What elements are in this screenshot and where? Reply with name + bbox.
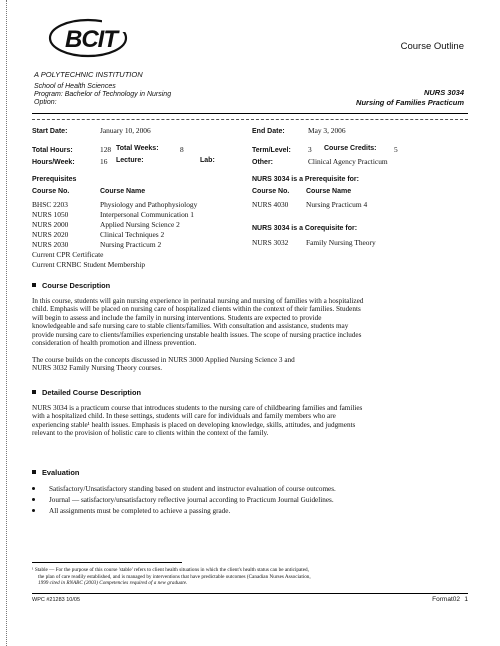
prereq-no: NURS 1050 [32,210,69,219]
prereq-name: Interpersonal Communication 1 [100,210,195,219]
evaluation-heading [32,468,79,477]
prereq-extra-cpr: Current CPR Certificate [32,250,104,259]
prereq-heading: Prerequisites [32,176,77,183]
footnote-line: ¹ Stable — For the purpose of this course 'stable' refers to client health situations in which the client's health status can be anticipated, [32,567,309,573]
prereq-for-name: Nursing Practicum 4 [306,200,368,209]
binding-margin-marks [6,0,8,646]
para-line: knowledgeable and safe nursing care to stable clients/families. With consultation and assistance, students may [32,322,349,331]
evaluation-item-text: All assignments must be completed to achieve a passing grade. [49,507,231,515]
detailed-description-body [32,404,468,438]
end-date-label: End Date: [252,128,285,135]
course-description-heading [32,281,110,290]
detailed-description-title: Detailed Course Description [42,388,141,397]
prereq-name: Physiology and Pathophysiology [100,200,198,209]
prereq-no: NURS 2020 [32,230,69,239]
prereq-for-heading: NURS 3034 is a Prerequisite for: [252,176,359,183]
prereq-no: NURS 2030 [32,240,69,249]
para-line: relevant to the provision of holistic care to clients within the context of the family. [32,429,269,438]
coreq-no: NURS 3032 [252,238,289,247]
prereq-col-name: Course Name [100,188,146,195]
total-hours-label: Total Hours: [32,147,73,154]
detailed-description-heading [32,388,141,397]
start-date-label: Start Date: [32,128,68,135]
other-value: Clinical Agency Practicum [308,157,388,166]
prereq-name: Nursing Practicum 2 [100,240,162,249]
prereq-extra-crnbc: Current CRNBC Student Membership [32,260,146,269]
header-divider [32,113,468,114]
logo-text: BCIT [65,26,117,53]
institute-tagline: A POLYTECHNIC INSTITUTION [34,70,143,79]
bullet-dot-icon [32,487,35,490]
prereq-for-no: NURS 4030 [252,200,289,209]
prereq-col-no: Course No. [32,188,70,195]
para-line: child. Emphasis will be placed on nursing care of hospitalized clients within the context of their families. Students [32,305,361,314]
program-name: Program: Bachelor of Technology in Nursing [34,91,172,98]
hours-week-row [32,157,215,166]
term-label: Term/Level: [252,147,291,154]
evaluation-item [32,485,336,493]
course-description-body [32,297,468,347]
para-line: In this course, students will gain nursing experience in perinatal nursing and nursing of families with a hospitalized [32,297,364,305]
total-hours-row [32,145,184,154]
prereq-no: NURS 2000 [32,220,69,229]
footnote-divider [32,562,182,563]
para-line: NURS 3032 Family Nursing Theory courses. [32,364,163,373]
footer-doc-id: WPC #21283 10/05 [32,597,81,603]
para-line: NURS 3034 is a practicum course that introduces students to the nursing care of childbearing families and families [32,404,363,412]
bcit-logo [48,16,132,60]
hours-week-value: 16 [100,157,108,166]
footer-divider [32,593,468,594]
evaluation-title: Evaluation [42,468,80,477]
para-line: The course builds on the concepts discussed in NURS 3000 Applied Nursing Science 3 and [32,356,295,364]
total-weeks-label: Total Weeks: [116,145,159,152]
prereq-for-col-no: Course No. [252,188,290,195]
lecture-label: Lecture: [116,157,144,164]
para-line: consideration of health promotion and illness prevention. [32,339,197,348]
coreq-name: Family Nursing Theory [306,238,376,247]
doc-type: Course Outline [400,41,464,52]
prereq-name: Applied Nursing Science 2 [100,220,180,229]
footer-format: Format02 [432,596,460,603]
lab-label: Lab: [200,157,215,164]
bullet-dot-icon [32,498,35,501]
bullet-square-icon [32,390,36,394]
evaluation-item [32,496,334,504]
header-divider-dashed [32,119,468,120]
course-code: NURS 3034 [423,88,464,97]
prereq-no: BHSC 2203 [32,200,68,209]
para-line: provide nursing care to clients/families experiencing unstable health issues. The scope of nursing practice includes [32,330,362,339]
school-name: School of Health Sciences [34,83,116,90]
other-row [252,157,388,166]
evaluation-item-text: Journal — satisfactory/unsatisfactory reflective journal according to Practicum Journal Guidelines. [49,496,334,504]
option-label: Option: [34,99,57,106]
start-date-value: January 10, 2006 [100,126,151,135]
course-description-title: Course Description [42,281,111,290]
coreq-heading: NURS 3034 is a Corequisite for: [252,225,358,232]
total-weeks-value: 8 [180,145,184,154]
course-description-body-2 [32,356,468,373]
term-row [252,145,398,154]
footnote [32,567,472,587]
footnote-line: 1999 cited in RNABC (2003) Competencies required of a new graduate. [38,580,188,587]
total-hours-value: 128 [100,145,112,154]
footnote-line: the plan of care readily established, and is managed by interventions that have predictable outcomes (Canadian Nurses Association, [38,573,311,580]
prereq-for-col-name: Course Name [306,188,352,195]
bullet-square-icon [32,283,36,287]
evaluation-item [32,507,230,515]
bullet-dot-icon [32,509,35,512]
credits-value: 5 [394,145,398,154]
evaluation-item-text: Satisfactory/Unsatisfactory standing based on student and instructor evaluation of course outcomes. [49,485,336,493]
course-title: Nursing of Families Practicum [356,98,464,107]
prereq-name: Clinical Techniques 2 [100,230,165,239]
bullet-square-icon [32,470,36,474]
end-date-row [252,126,346,135]
para-line: with a hospitalized child. In these settings, students will care for individuals and family members who are [32,412,336,421]
credits-label: Course Credits: [324,145,377,152]
para-line: will begin to assess and include the family in nursing interventions. Students are expected to provide [32,313,322,322]
para-line: experiencing stable¹ health issues. Emphasis is placed on developing knowledge, skills, attitudes, and judgments [32,420,356,429]
start-date-row [32,126,151,135]
hours-week-label: Hours/Week: [32,159,75,166]
other-label: Other: [252,159,273,166]
end-date-value: May 3, 2006 [308,126,346,135]
page-number: 1 [464,596,468,603]
term-value: 3 [308,145,312,154]
